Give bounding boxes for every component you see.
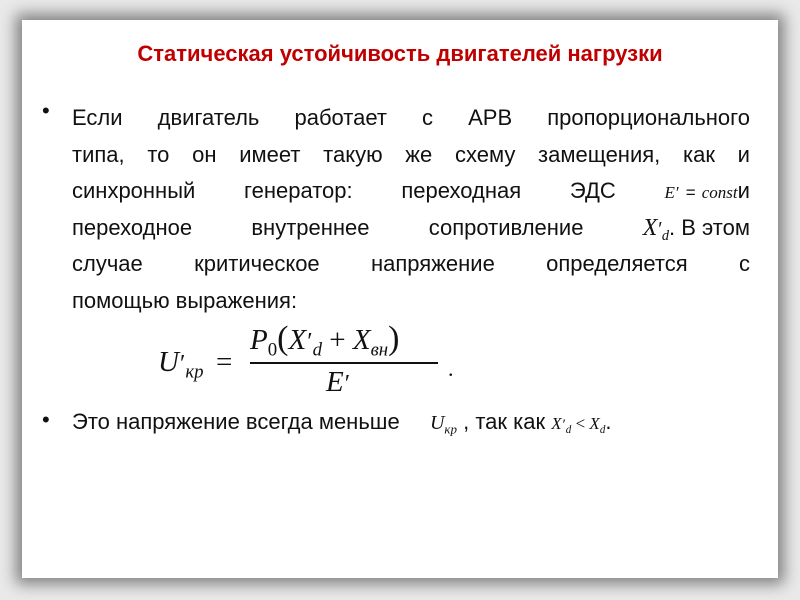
math-var: U: [429, 412, 445, 434]
word: он: [192, 141, 217, 167]
math-prime: ′: [675, 183, 680, 202]
formula-lhs: [158, 346, 204, 384]
slide-title: Статическая устойчивость двигателей нагрузки: [137, 41, 663, 66]
xd-prime-formula: [643, 210, 750, 247]
word: и: [737, 178, 750, 203]
xd-inequality: [551, 414, 606, 436]
word: сопротивление: [428, 214, 584, 240]
math-sub: вн: [370, 339, 389, 361]
math-var: P: [250, 324, 268, 356]
math-var: E: [664, 183, 675, 202]
word: то: [147, 141, 170, 167]
word: с: [422, 105, 434, 130]
math-var: X: [642, 214, 658, 241]
word: переходное: [72, 214, 193, 240]
math-prime: ′: [562, 417, 566, 433]
fraction-bar: [250, 362, 438, 364]
word: такую: [323, 141, 383, 167]
math-prime: ′: [179, 350, 186, 377]
paragraph-1: [72, 100, 750, 319]
word: синхронный: [72, 178, 196, 203]
word: работает: [294, 105, 387, 130]
math-const: const: [701, 183, 738, 202]
word: схему: [454, 141, 516, 167]
math-var: U: [158, 346, 179, 378]
word: . В этом: [669, 214, 750, 240]
math-op: <: [575, 414, 586, 433]
math-sub: d: [312, 339, 322, 361]
math-op: =: [685, 183, 696, 202]
math-var: E: [326, 366, 344, 398]
math-prime: ′: [658, 217, 662, 239]
emf-const-formula: [664, 173, 749, 210]
paragraph-line: [72, 210, 750, 247]
paragraph-line: [72, 137, 750, 174]
paragraph-line: [72, 246, 750, 283]
math-sub: d: [599, 423, 606, 436]
u-kp-symbol: [429, 412, 457, 437]
word: же: [405, 141, 433, 167]
bullet-marker: •: [42, 98, 50, 123]
word: критическое: [194, 251, 320, 276]
word: напряжение: [371, 251, 495, 276]
bullet-marker: •: [42, 407, 50, 432]
formula-equals: =: [216, 346, 233, 378]
word: АРВ: [468, 105, 513, 130]
math-sub: кр: [185, 361, 204, 383]
word: и: [737, 141, 750, 167]
math-sub: 0: [267, 339, 278, 361]
word: типа,: [72, 141, 125, 167]
word: как: [682, 141, 715, 167]
paragraph-line: [72, 100, 750, 137]
math-sub: d: [565, 423, 572, 436]
critical-voltage-formula: [158, 320, 454, 400]
word: двигатель: [157, 105, 260, 130]
math-prime: ′: [307, 328, 313, 355]
math-var: X: [551, 414, 562, 433]
word: имеет: [239, 141, 301, 167]
math-var: X: [352, 324, 371, 356]
math-op: +: [329, 324, 346, 356]
word: с: [738, 251, 750, 276]
math-paren: (: [277, 320, 289, 357]
word: помощью выражения:: [72, 287, 298, 313]
word: Если: [72, 105, 123, 130]
math-sub: кр: [444, 421, 457, 437]
paragraph-2: [72, 409, 611, 438]
paragraph-line: [72, 173, 750, 210]
word: ЭДС: [569, 178, 616, 203]
math-var: X: [589, 414, 600, 433]
paragraph-text: .: [605, 409, 612, 434]
paragraph-text: Это напряжение всегда меньше: [72, 409, 400, 434]
math-paren: ): [388, 320, 400, 357]
formula-numerator: [250, 320, 399, 362]
math-var: X: [288, 324, 307, 356]
math-prime: ′: [344, 370, 351, 397]
word: внутреннее: [251, 214, 370, 240]
word: переходная: [401, 178, 522, 203]
word: случае: [72, 251, 143, 276]
formula-denominator: [326, 366, 350, 399]
word: пропорционального: [547, 105, 750, 130]
word: генератор:: [244, 178, 353, 203]
formula-period: .: [448, 356, 454, 381]
paragraph-text: , так как: [463, 409, 546, 434]
paragraph-line: [72, 283, 750, 320]
math-sub: d: [661, 227, 670, 244]
word: определяется: [546, 251, 688, 276]
word: замещения,: [538, 141, 661, 167]
